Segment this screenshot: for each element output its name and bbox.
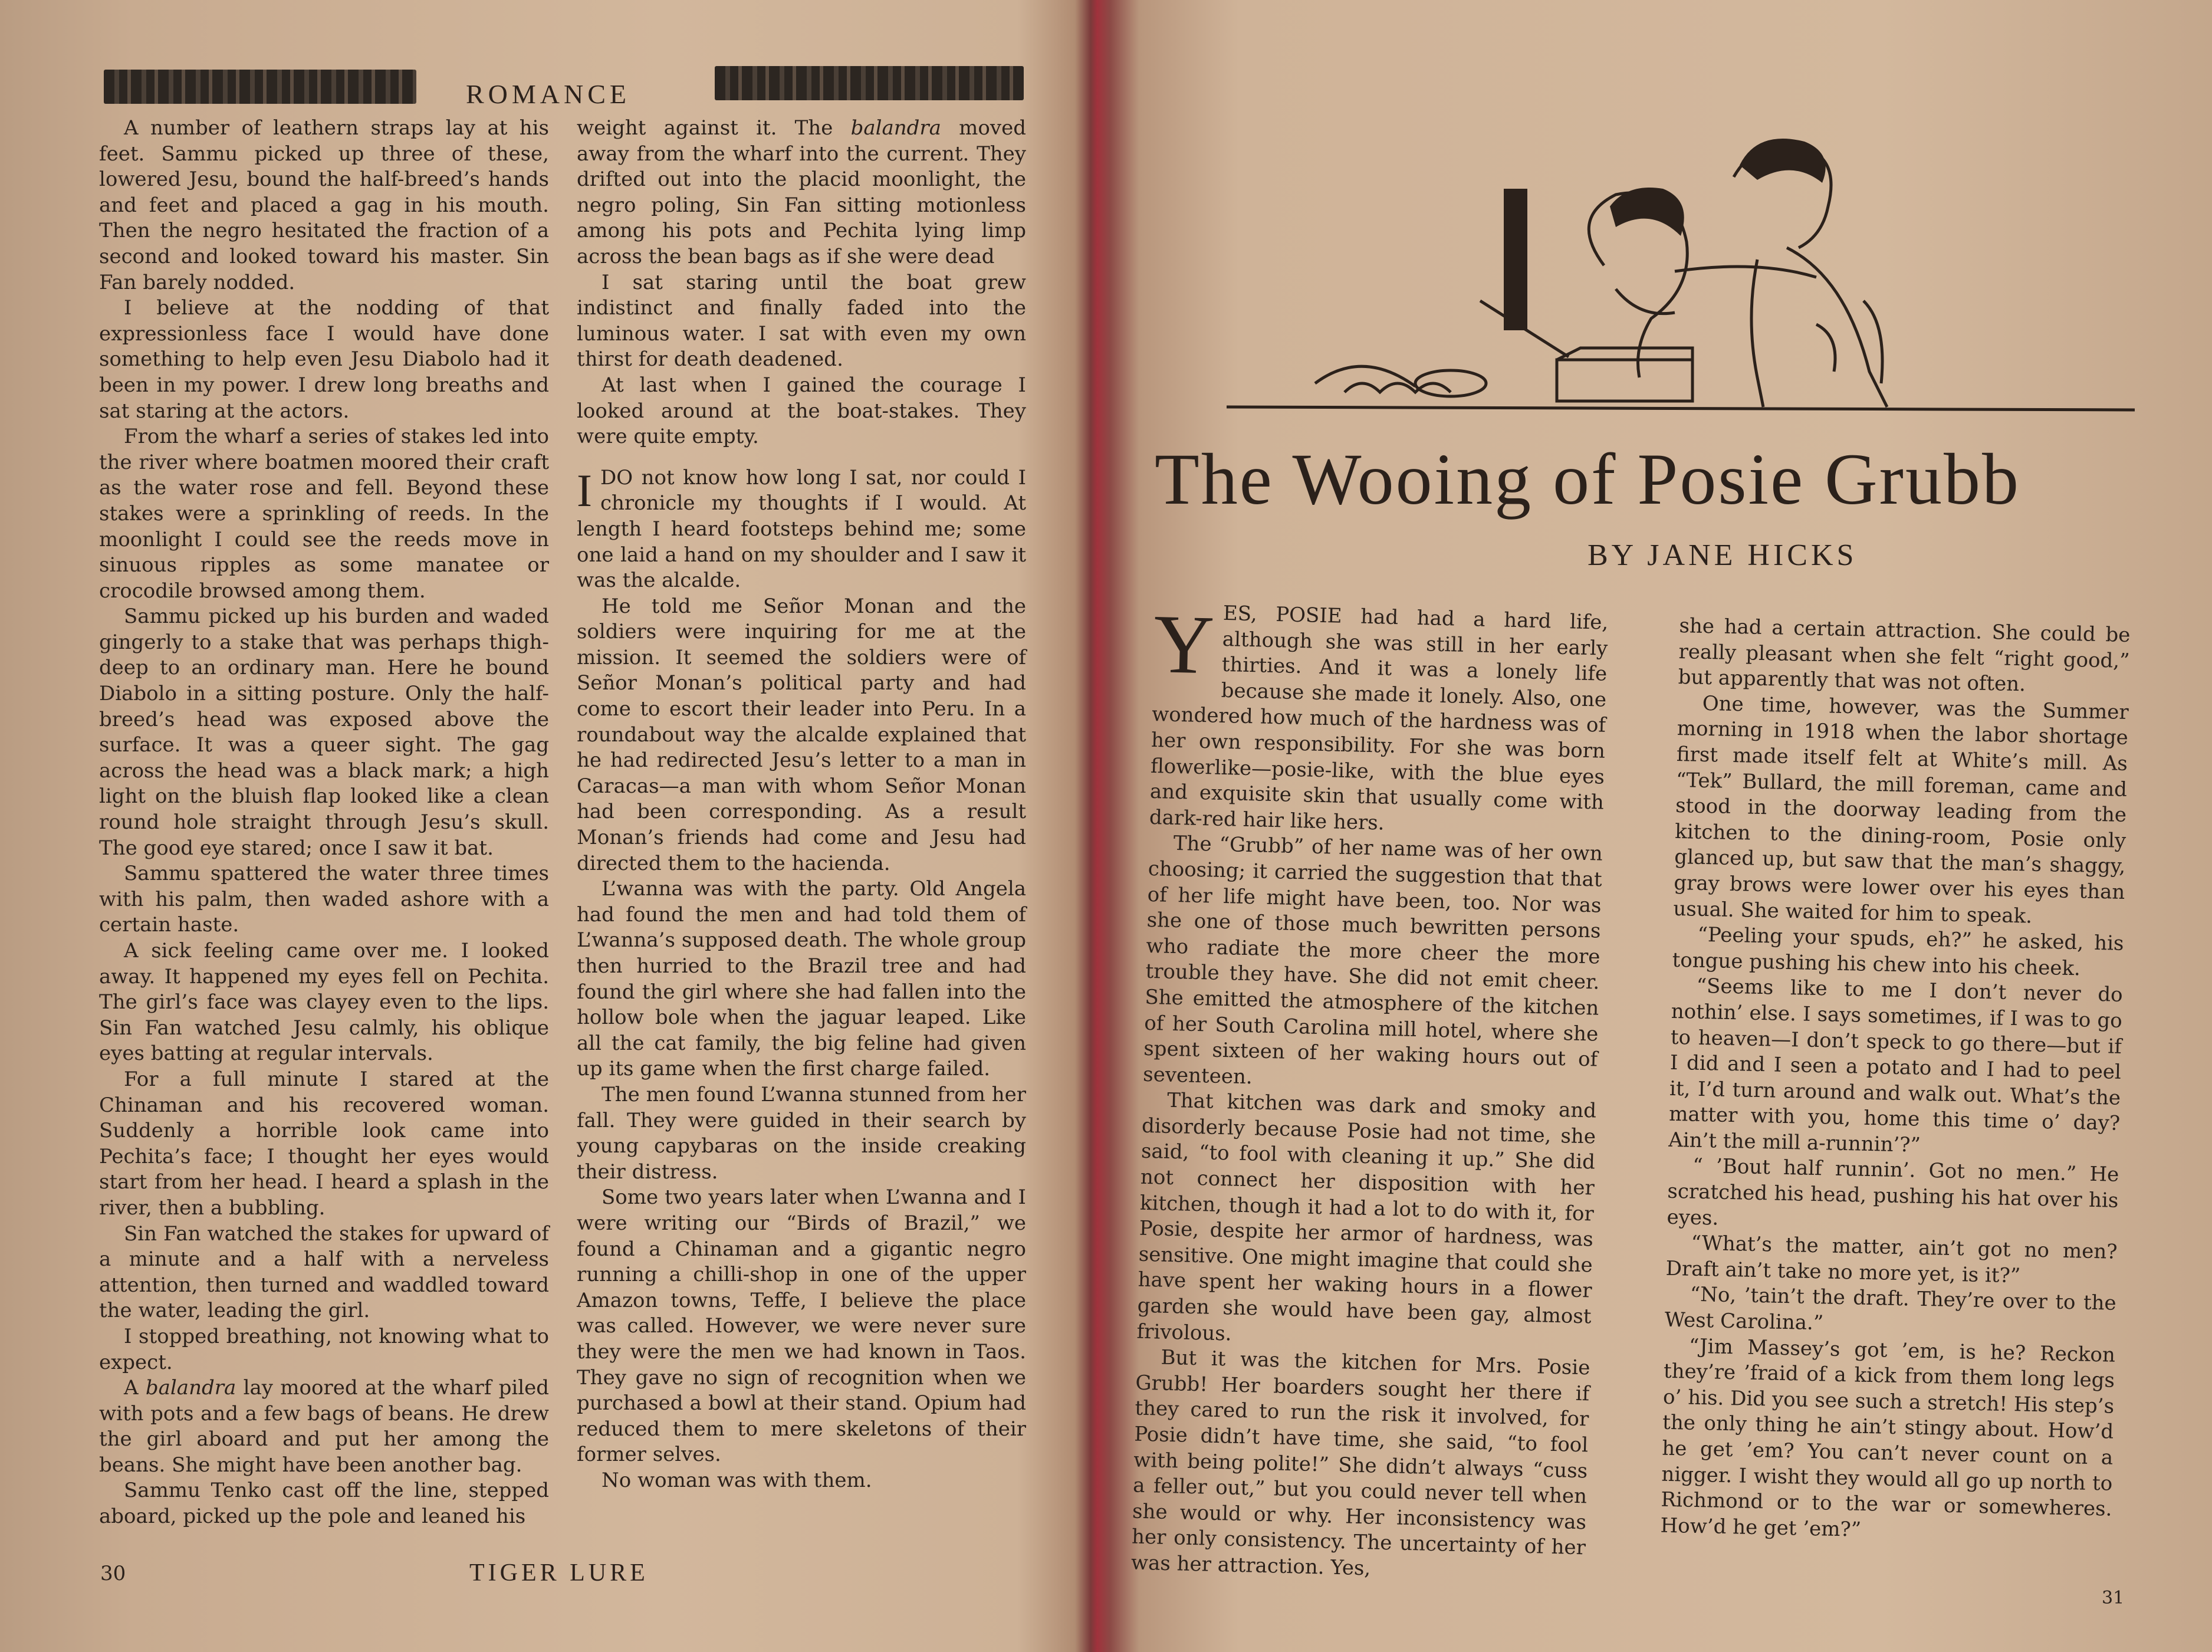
left-column-2 (577, 116, 1026, 1493)
page-number: 31 (2102, 1588, 2125, 1608)
paragraph (1665, 1230, 2118, 1291)
paragraph (99, 938, 549, 1067)
text-run: I believe at the nodding of that expressionless face I would have done something to help even Jesu Diabolo had it been in my power. I drew long breaths and sat staring at the actors. (99, 296, 549, 423)
text-run: “No, ’tain’t the draft. They’re over to the West Carolina.” (1664, 1283, 2117, 1335)
text-run: ES, POSIE had had a hard life, although she was still in her early thirties. And it was a lonely life because she made it lonely. Also, one wondered how much of the hardness was of her own responsibility. For she was born flowerlike—posie-like, with the blue eyes and exquisite skin that usually come with dark-red hair like hers. (1149, 601, 1609, 835)
illustration-couple-in-kitchen (1227, 124, 2147, 419)
page-number: 30 (100, 1562, 126, 1585)
left-page (0, 0, 1103, 1652)
text-run: But it was the kitchen for Mrs. Posie Grubb! Her boarders sought her there if they cared to run the risk it involved, for Posie didn’t have time, she said, “to fool with being polite!” She didn’t always “cuss a feller out,” but you could never tell when she would or why. Her inconsistency was her only consistency. The uncertainty of her was her attraction. Yes, (1130, 1345, 1590, 1581)
text-run: I sat staring until the boat grew indistinct and finally faded into the luminous water. I sat with even my own thirst for death deadened. (577, 270, 1026, 372)
paragraph (577, 1185, 1026, 1468)
paragraph (99, 1067, 549, 1221)
paragraph (577, 373, 1026, 450)
text-run: The “Grubb” of her name was of her own choosing; it carried the suggestion that that of her life might have been, too. Nor was she one of those much bewritten persons who radiate the more cheer the more trouble they have. She did not emit cheer. She emitted the atmosphere of the kitchen of her South Carolina mill hotel, where she spent sixteen of her waking hours out of seventeen. (1142, 832, 1603, 1089)
text-run: One time, however, was the Summer morning in 1918 when the labor shortage first made itself felt at White’s mill. As “Tek” Bullard, the mill foreman, came and stood in the doorway leading from the kitchen to the dining-room, Posie only glanced up, but saw that the man’s shaggy, gray brows were lower over his eyes than usual. She waited for him to speak. (1673, 691, 2129, 928)
text-run: “Peeling your spuds, eh?” he asked, his tongue pushing his chew into his cheek. (1672, 922, 2124, 981)
text-run: The men found L’wanna stunned from her fall. They were guided in their search by young capybaras on the inside creaking their distress. (577, 1082, 1026, 1184)
text-run: DO not know how long I sat, nor could I chronicle my thoughts if I would. At length I heard footsteps behind me; some one laid a hand on my shoulder and I saw it was the alcalde. (577, 465, 1026, 593)
paragraph (99, 1324, 549, 1375)
text-run: Sin Fan watched the stakes for upward of a minute and a half with a nerveless attention, then turned and waddled toward the water, leading the girl. (99, 1221, 549, 1323)
story-byline: BY JANE HICKS (1587, 538, 1858, 572)
text-run: “ ’Bout half runnin’. Got no men.” He scratched his head, pushing his hat over his eyes. (1667, 1154, 2119, 1230)
paragraph (577, 465, 1026, 594)
paragraph (99, 424, 549, 604)
paragraph (577, 1082, 1026, 1185)
text-run: “What’s the matter, ain’t got no men? Draft ain’t take no more yet, is it?” (1665, 1231, 2118, 1288)
running-head: ROMANCE (466, 79, 631, 109)
story-title: The Wooing of Posie Grubb (1155, 439, 2020, 520)
paragraph (99, 1375, 549, 1478)
paragraph (99, 1221, 549, 1324)
text-run: “Seems like to me I don’t never do nothin’ else. I says sometimes, if I was to go to heaven—I don’t speck to go there—but if I did and I seen a potato and I had to peel it, I’d turn around and walk out. What’s the matter with you, home this time o’ day? Ain’t the mill a-runnin’?” (1668, 974, 2124, 1157)
paragraph (99, 116, 549, 295)
text-run: No woman was with them. (602, 1468, 872, 1492)
paragraph (1673, 691, 2129, 931)
text-run: A sick feeling came over me. I looked away. It happened my eyes fell on Pechita. The girl’s face was clayey even to the lips. Sin Fan watched Jesu calmly, his oblique eyes batting at regular intervals. (99, 939, 549, 1066)
text-run: He told me Señor Monan and the soldiers were inquiring for me at the mission. It seemed the soldiers were of Señor Monan’s political party and had come to escort their leader into Peru. In a roundabout way the alcalde explained that he had redirected Jesu’s letter to a man in Caracas—a man with whom Señor Monan had been corresponding. As a result Monan’s friends had come and Jesu had directed them to the hacienda. (577, 594, 1026, 875)
text-run: she had a certain attraction. She could be really pleasant when she felt “right good,” but apparently that was not often. (1678, 613, 2131, 697)
running-footer: TIGER LURE (469, 1559, 649, 1587)
text-run: moved away from the wharf into the current. They drifted out into the placid moonlight, the negro poling, Sin Fan sitting motionless among his pots and Pechita lying limp across the bean bags as if she were dead (577, 116, 1026, 268)
text-run: “Jim Massey’s got ’em, is he? Reckon they’re ’fraid of a kick from them long legs o’ his. Did you see such a stretch! His step’s the only thing he ain’t stingy about. How’d he get ’em? You can’t never count on a nigger. I wisht they would all go up north to Richmond or to the war or somewheres. How’d he get ’em?” (1660, 1334, 2116, 1542)
paragraph (1660, 1333, 2115, 1548)
paragraph (99, 604, 549, 861)
text-run: A (124, 1376, 146, 1400)
paragraph (577, 594, 1026, 877)
text-run: I stopped breathing, not knowing what to expect. (99, 1324, 549, 1374)
paragraph (1668, 973, 2123, 1162)
text-run: Some two years later when L’wanna and I were writing our “Birds of Brazil,” we found a Chinaman and a gigantic negro running a chilli-shop in one of the upper Amazon towns, Teffe, I believe the place was called. However, we were never sure they were the men we had known in Taos. They gave no sign of recognition when we purchased a bowl at their stand. Opium had reduced them to mere skeletons of their former selves. (577, 1185, 1026, 1467)
text-run: From the wharf a series of stakes led into the river where boatmen moored their craft as the water rose and fell. Beyond these stakes were a sprinkling of reeds. In the moonlight I could see the reeds move in sinuous ripples as some manatee or crocodile browsed among them. (99, 425, 549, 603)
paragraph (1136, 1088, 1596, 1356)
drop-cap: I (577, 464, 592, 516)
italic-word: balandra (850, 116, 941, 140)
left-header-ornament (104, 70, 416, 104)
paragraph (99, 861, 549, 938)
paragraph (1143, 830, 1603, 1099)
paragraph (99, 1478, 549, 1529)
paragraph (577, 116, 1026, 270)
text-run: At last when I gained the courage I looked around at the boat-stakes. They were quite empty. (577, 373, 1026, 449)
text-run: For a full minute I stared at the Chinaman and his recovered woman. Suddenly a horrible look came into Pechita’s face; I thought her eyes would start from her head. I heard a splash in the river, then a bubbling. (99, 1067, 549, 1220)
text-run: Sammu picked up his burden and waded gingerly to a stake that was perhaps thigh-deep to an ordinary man. Here he bound Diabolo in a sitting posture. Only the half-breed’s head was exposed above the surface. It was a queer sight. The gag across the head was a black mark; a high light on the bluish flap looked like a clean round hole straight through Jesu’s skull. The good eye stared; once I saw it bat. (99, 605, 549, 860)
left-column-1 (99, 116, 549, 1530)
paragraph (577, 270, 1026, 373)
paragraph (99, 295, 549, 424)
text-run: weight against it. The (577, 116, 851, 140)
paragraph (1149, 599, 1608, 842)
paragraph (1131, 1345, 1590, 1587)
paragraph (577, 1468, 1026, 1494)
paragraph (1672, 922, 2124, 983)
paragraph (577, 876, 1026, 1082)
text-run: A number of leathern straps lay at his feet. Sammu picked up three of these, lowered Jesu, bound the half-breed’s hands and feet and placed a gag in his mouth. Then the negro hesitated the fraction of a second and looked toward his master. Sin Fan barely nodded. (99, 116, 549, 294)
text-run: That kitchen was dark and smoky and disorderly because Posie had not time, she said, “to fool with cleaning it up.” She did not connect her disposition with her kitchen, though it had a lot to do with it, for Posie, despite her armor of hardness, was sensitive. One might imagine that could she have spent her waking hours in a flower garden she would have been gay, almost frivolous. (1136, 1089, 1597, 1346)
text-run: Sammu Tenko cast off the line, stepped aboard, picked up the pole and leaned his (99, 1479, 549, 1529)
right-column-2 (1660, 613, 2131, 1548)
right-column-1 (1131, 599, 1609, 1587)
drop-cap: Y (1152, 597, 1215, 692)
right-header-ornament (715, 66, 1024, 100)
text-run: L’wanna was with the party. Old Angela had found the men and had told them of L’wanna’s supposed death. The whole group then hurried to the Brazil tree and had found the girl where she had fallen into the hollow bole when the jaguar leaped. Like all the cat family, the big feline had given up its game when the first charge failed. (577, 877, 1026, 1081)
italic-word: balandra (145, 1376, 236, 1400)
text-run: lay moored at the wharf piled with pots and a few bags of beans. He drew the girl aboard and put her among the beans. She might have been another bag. (99, 1376, 549, 1477)
right-page (1115, 0, 2212, 1652)
paragraph (1667, 1153, 2119, 1240)
paragraph (1664, 1282, 2116, 1342)
text-run: Sammu spattered the water three times with his palm, then waded ashore with a certain haste. (99, 862, 549, 937)
paragraph (1678, 613, 2131, 700)
